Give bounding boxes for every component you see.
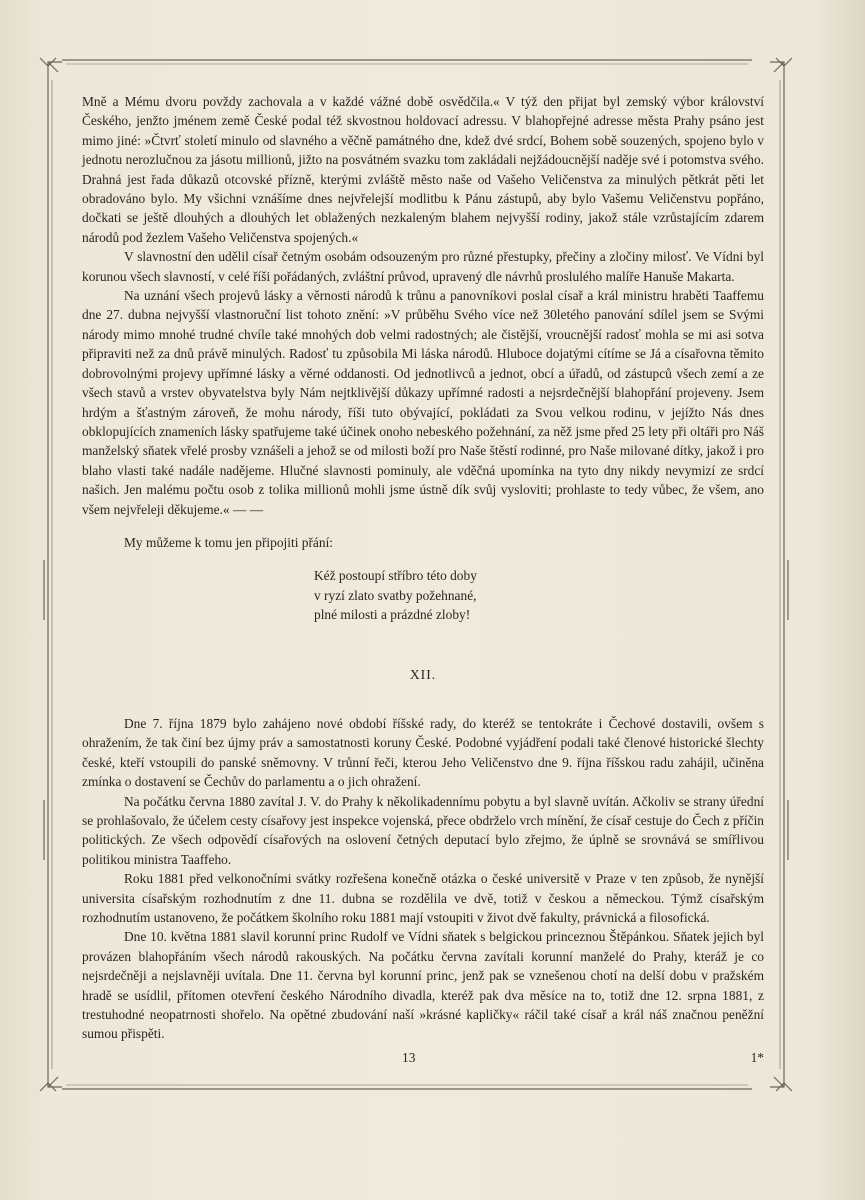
verse-line: v ryzí zlato svatby požehnané, bbox=[314, 587, 477, 603]
signature-mark: 1* bbox=[750, 1050, 764, 1065]
paragraph: Roku 1881 před velkonočními svátky rozřešena konečně otázka o české universitě v Praze v ten způsob, že nynější universita císařským rozhodnutím z dne 11. dubna se rozdělila ve dvě, totiž v českou a německou. Týmž císařským rozhodnutím ustanoveno, že počátkem školního roku 1881 mají vstoupiti v život dvě fakulty, právnická a filosofická. bbox=[82, 871, 764, 926]
paragraph: Na uznání všech projevů lásky a věrnosti národů k trůnu a panovníkovi poslal císař a král ministru hraběti Taaffemu dne 27. dubna nejvyšší vlastnoruční list tohoto znění: »V průběhu Svého více než 30letého panování sdílel jsem se Svými národy mimo mnohé trudné chvíle také mnohých dob velmi radostných; ale čistější, vroucnější radosť mohla se mi asi sotva připraviti než za dnů právě minulých. Radosť tu způsobila Mi láska národů. Hluboce dojatými cítíme se Já a císařovna těmito dobrovolnými projevy upřímné lásky a věrné oddanosti. Od jednotlivců a jednot, obcí a úřadů, od zástupců všech zemí a ze všech stavů a vrstev obyvatelstva byly Nám nejtklivější důkazy upřímné radosti a nejsrdečnější blahopřání projeveny. Jsem hrdým a šťastným zároveň, že mohu národy, říši tuto obývající, pokládati za Svou velkou rodinu, v jejížto Nás dnes obklopujících znameních lásky spatřujeme také účinek onoho nebeského požehnání, za něž jsme před 25 lety při oltáři pro Náš manželský sňatek vřelé prosby vznášeli a jehož se od milosti boží pro Naše štěstí rodinné, pro Naše milované dítky, jakož i pro blaho vlasti také nadále nadějeme. Hlučné slavnosti pominuly, ale vděčná upomínka na tyto dny nikdy nevymizí ze srdcí našich. Jen malému počtu osob z tolika millionů mohli jsme ústně dík svůj vysloviti; prohlaste to tedy vůbec, že všem, ano všem nejvřeleji děkujeme.« — — bbox=[82, 288, 764, 517]
paragraph: V slavnostní den udělil císař četným osobám odsouzeným pro různé přestupky, přečiny a zločiny milosť. Ve Vídni byl korunou všech slavností, v celé říši pořádaných, zvláštní průvod, upravený dle návrhů proslulého malíře Hanuše Makarta. bbox=[82, 249, 764, 284]
body-text bbox=[82, 92, 764, 1044]
paragraph: Dne 7. října 1879 bylo zahájeno nové období říšské rady, do kteréž se tentokráte i Čechové dostavili, ovšem s ohražením, že tak činí bez újmy práv a samostatnosti koruny České. Podobné vyjádření podali také členové historické šlechty české, kteří vstoupili do panské sněmovny. V trůnní řeči, kterou Jeho Veličenstvo dne 9. října říšskou radu zahájil, učiněna zmínka o dostavení se Čechův do parlamentu a o jich ohražení. bbox=[82, 715, 764, 790]
paragraph: Mně a Mému dvoru povždy zachovala a v každé vážné době osvědčila.« V týž den přijat byl zemský výbor království Českého, jenžto jménem země České podal též skvostnou holdovací adressu. V blahopřejné adresse města Prahy psáno jest mimo jiné: »Čtvrť století minulo od slavného a věčně památného dne, kdež dvé srdcí, Bohem sobě souzených, spojeno bylo v jednotu nerozlučnou za jásotu millionů, jižto na posvátném svazku tom zakládali nejžádoucnější naděje své i potomstva svého. Drahná jest řada důkazů otcovské přízně, kterými zvláště město naše od Vašeho Veličenstva za minulých pětkrát pěti let obradováno bylo. My všichni vznášíme dnes nejvřelejší modlitbu k Pánu zástupů, aby bylo Vašemu Veličenstvu popřáno, dočkati se ještě dlouhých a dlouhých let oblažených nezkaleným blahem nejvyšší rodiny, jakož stále vzrůstajícím zdarem národů pod žezlem Vašeho Veličenstva spojených.« bbox=[82, 94, 764, 245]
section-heading: XII. bbox=[409, 666, 437, 682]
paragraph: Na počátku června 1880 zavítal J. V. do Prahy k několikadennímu pobytu a byl slavně uvítán. Ačkoliv se strany úřední se prohlašovalo, že účelem cesty císařovy jest inspekce vojenská, přece obdrželo vrch mínění, že císař cestuje do Čech z příčin politických. Ze všech odpovědí císařových na oslovení četných deputací bylo zřejmo, že úplně se srovnává se smířlivou politikou ministra Taaffeho. bbox=[82, 793, 764, 867]
paragraph: My můžeme k tomu jen připojiti přání: bbox=[124, 534, 334, 550]
verse-line: plné milosti a prázdné zloby! bbox=[314, 607, 471, 623]
verse-line: Kéž postoupí stříbro této doby bbox=[314, 568, 477, 584]
page-footer bbox=[82, 1050, 764, 1072]
paragraph: Dne 10. května 1881 slavil korunní princ Rudolf ve Vídni sňatek s belgickou princeznou Štěpánkou. Sňatek jejich byl provázen blahopřáním všech národů rakouských. Na počátku června zavítali korunní manželé do Prahy, kteráž je co nejsrdečněji a nejslavněji uvítala. Dne 11. června byl korunní princ, jenž pak se vznešenou chotí na delší dobu v pražském hradě se usídlil, přítomen otevření českého Národního divadla, kteréž pak dva měsíce na to, totiž dne 12. srpna 1881, z trestuhodné neopatrnosti shořelo. Na opětné zbudování naší »krásné kapličky« ráčil také císař a král náš značnou peněžní sumou přispěti. bbox=[82, 929, 764, 1042]
page-number: 13 bbox=[402, 1050, 416, 1065]
verse-block bbox=[314, 566, 764, 624]
